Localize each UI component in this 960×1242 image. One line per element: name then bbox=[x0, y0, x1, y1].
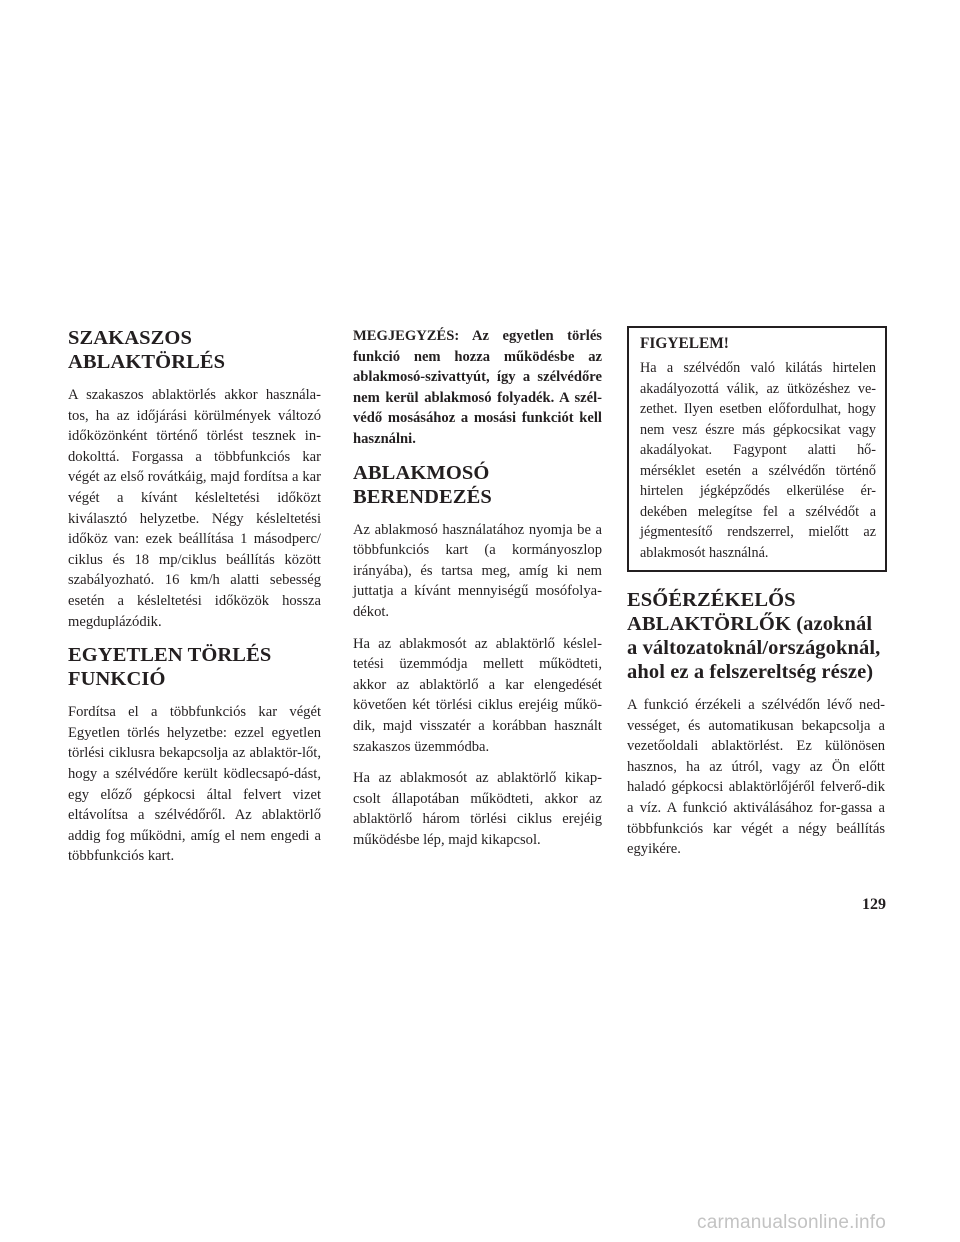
watermark-text: carmanualsonline.info bbox=[697, 1212, 887, 1233]
paragraph-washer-1: Az ablakmosó használatához nyomja be a többfunkciós kart (a kormányoszlop irányába), és tartsa meg, amíg ki nem juttatja a kívánt mennyiségű mosófolya-dékot. bbox=[353, 521, 602, 620]
heading-intermittent-wipe: SZAKASZOS ABLAKTÖRLÉS bbox=[68, 327, 226, 373]
paragraph-washer-3: Ha az ablakmosót az ablaktörlő kikap-csolt állapotában működteti, akkor az ablaktörlő három törlési ciklus erejéig működésbe lép, majd kikapcsol. bbox=[353, 770, 602, 848]
paragraph-intermittent-wipe: A szakaszos ablaktörlés akkor használa-tos, ha az időjárási körülmények változó időközönként történő törlést tesznek in-dokolttá. Forgassa a többfunkciós kar végét az első rovátkáig, majd fordítsa a kar végét a kívánt késleltetési időközt kiválasztó helyzetbe. Négy késleltetési időköz van: ezek beállítása 1 másodperc/ ciklus és 18 mp/ciklus beállítás között szabályozható. 16 km/h alatti sebesség esetén a késleltetési időközök hossza megduplázódik. bbox=[68, 387, 321, 630]
heading-washer: ABLAKMOSÓ BERENDEZÉS bbox=[353, 461, 492, 508]
paragraph-washer-2: Ha az ablakmosót az ablaktörlő késlel-tetési üzemmódja mellett működteti, akkor az ablaktörlő a kar elengedését követően két törlési ciklus erejéig műkö-dik, majd visszatér a korábban használt szakaszos üzemmódba. bbox=[353, 635, 602, 755]
warning-text: Ha a szélvédőn való kilátás hirtelen akadályozottá válik, az ütközéshez ve-zethet. Ilyen esetben előfordulhat, hogy nem vesz észre más gépkocsikat vagy akadályokat. Fagypont alatti hő-mérséklet esetén a szélvédőn történő hirtelen jégképződés elkerülése ér-dekében melegítse fel a szélvédőt a jégmentesítő rendszerrel, mielőtt az ablakmosót használná. bbox=[640, 360, 876, 561]
paragraph-rain-sensor: A funkció érzékeli a szélvédőn lévő ned-vességet, és automatikusan bekapcsolja a vezetőoldali ablaktörlést. Ez különösen hasznos, ha az útról, vagy az Ön előtt haladó gépkocsi ablaktörlőjéről felverő-dik a víz. A funkció aktiválásához for-gassa a többfunkciós kar végét a négy beállítás egyikére. bbox=[627, 697, 885, 858]
column-left bbox=[68, 326, 321, 878]
warning-title: FIGYELEM! bbox=[640, 335, 729, 352]
note-paragraph: MEGJEGYZÉS: Az egyetlen törlés funkció nem hozza működésbe az ablakmosó-szivattyút, így a szélvédőre nem kerül ablakmosó folyadék. A szél-védő mosásához a mosási funkciót kell használni. bbox=[353, 328, 602, 447]
column-right bbox=[627, 326, 885, 871]
heading-rain-sensor: ESŐÉRZÉKELŐS ABLAKTÖRLŐK (azoknál a változatoknál/országoknál, ahol ez a felszereltség része) bbox=[627, 589, 881, 683]
page-number: 129 bbox=[862, 896, 886, 913]
warning-box bbox=[627, 326, 887, 572]
column-middle bbox=[353, 326, 602, 861]
paragraph-single-wipe: Fordítsa el a többfunkciós kar végét Egyetlen törlés helyzetbe: ezzel egyetlen törlési ciklusra bekapcsolja az ablaktör-lőt, hogy a szélvédőre került ködlecsapó-dást, egy előző gépkocsi által felvert vizet eltávolítsa a szélvédőről. Az ablaktörlő addig fog működni, amíg el nem engedi a többfunkciós kart. bbox=[68, 704, 321, 865]
heading-single-wipe: EGYETLEN TÖRLÉS FUNKCIÓ bbox=[68, 644, 272, 691]
